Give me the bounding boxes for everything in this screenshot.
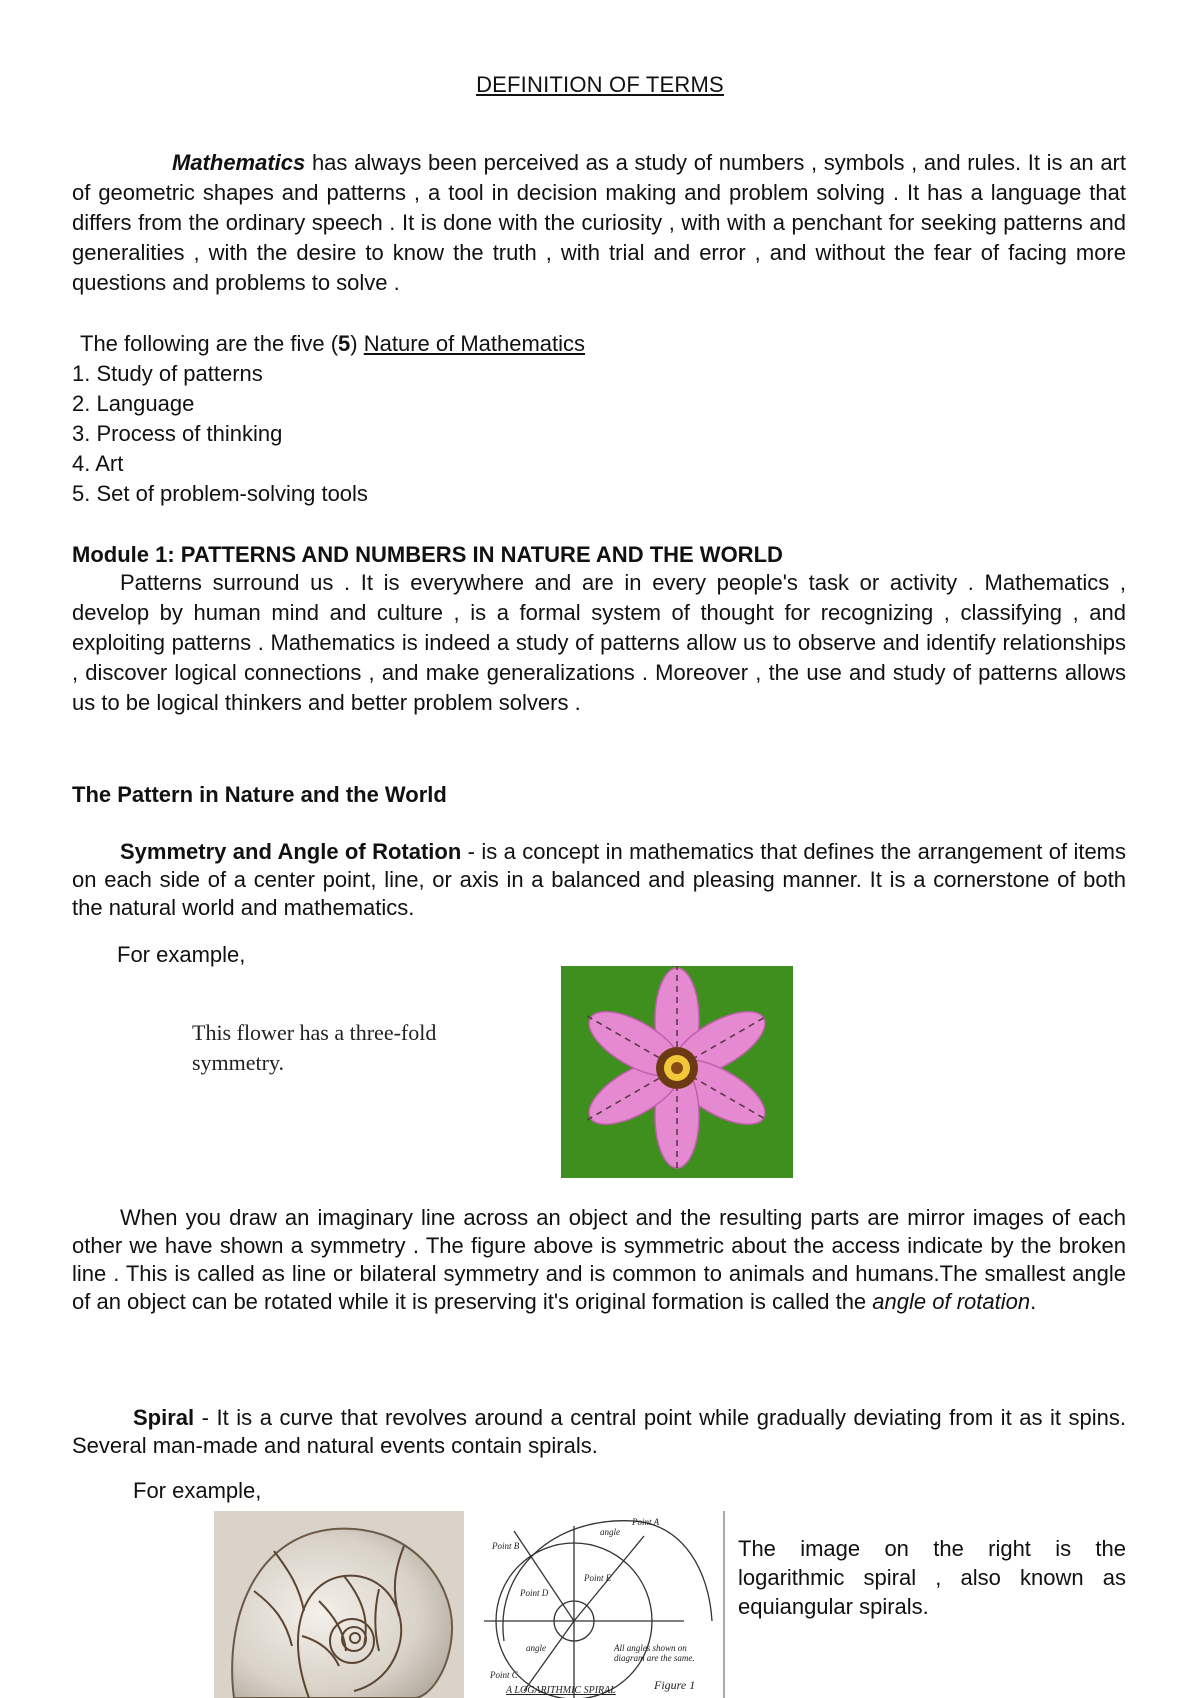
spiral-side-text: The image on the right is the logarithmic spiral , also known as equiangular spirals. [738,1536,1126,1619]
diagram-label: Point E [584,1573,612,1583]
module-text: Patterns surround us . It is everywhere and are in every people's task or activity . Mathematics , develop by human mind and culture , is a formal system of thought for recognizing , classifying , and exploiting patterns . Mathematics is indeed a study of patterns allow us to observe and identify relationships , discover logical connections , and make generalizations . Moreover , the use and study of patterns allows us to be logical thinkers and better problem solvers . [72,570,1126,715]
diagram-label: angle [600,1527,620,1537]
module-heading: Module 1: PATTERNS AND NUMBERS IN NATURE AND THE WORLD [72,542,783,567]
nature-close: ) [350,331,364,356]
list-item: 4. Art [72,451,124,476]
intro-term: Mathematics [172,150,306,175]
figure-label: Figure 1 [654,1678,696,1692]
nautilus-shell-image [214,1511,464,1698]
symmetry-text: - is a concept in mathematics that defines the arrangement of items on each side of a center point, line, or axis in a balanced and pleasing manner. It is a cornerstone of both the natural world and mathematics. [72,839,1127,920]
list-item: 2. Language [72,391,195,416]
nature-link: Nature of Mathematics [363,331,586,356]
module-paragraph [72,568,1126,718]
flower-caption [192,1018,436,1078]
diagram-note: diagram are the same. [614,1653,695,1663]
symmetry-term: Symmetry and Angle of Rotation [120,839,462,864]
symmetry-explanation-end: . [1030,1289,1037,1314]
spiral-text: - It is a curve that revolves around a central point while gradually deviating from it as it spins. Several man-made and natural events contain spirals. [72,1405,1126,1458]
list-item: 1. Study of patterns [72,361,263,386]
list-item: 3. Process of thinking [72,421,283,446]
diagram-label: Point B [492,1541,520,1551]
symmetry-explanation-text: When you draw an imaginary line across an object and the resulting parts are mirror images of each other we have shown a symmetry . The figure above is symmetric about the access indicate by the broken line . This is called as line or bilateral symmetry and is common to animals and humans.The smallest angle of an object can be rotated while it is preserving it's original formation is called the [72,1205,1126,1314]
diagram-caption: A LOGARITHMIC SPIRAL [506,1685,616,1696]
flower-caption-line2: symmetry. [192,1050,285,1075]
symmetry-example-label: For example, [117,942,246,967]
flower-caption-line1: This flower has a three-fold [192,1020,437,1045]
nature-count: 5 [338,331,351,356]
spiral-paragraph [72,1404,1126,1460]
nature-lead [80,329,585,359]
flower-image [561,966,793,1178]
intro-text: has always been perceived as a study of numbers , symbols , and rules. It is an art of geometric shapes and patterns , a tool in decision making and problem solving . It has a language that differs from the ordinary speech . It is done with the curiosity , with with a penchant for seeking patterns and generalities , with the desire to know the truth , with trial and error , and without the fear of facing more questions and problems to solve . [72,150,1126,295]
symmetry-explanation [72,1204,1126,1316]
diagram-label: Point D [520,1588,549,1598]
nature-lead-text: The following are the five ( [80,331,339,356]
spiral-example-label: For example, [133,1478,262,1503]
diagram-label: Point C [490,1670,518,1680]
spiral-term: Spiral [133,1405,195,1430]
angle-of-rotation-term: angle of rotation [872,1289,1031,1314]
logarithmic-spiral-diagram [484,1511,726,1698]
diagram-label: Point A [632,1517,660,1527]
list-item: 5. Set of problem-solving tools [72,481,368,506]
diagram-label: angle [526,1643,546,1653]
symmetry-paragraph [72,838,1126,922]
diagram-note: All angles shown on [614,1643,687,1653]
page-title: DEFINITION OF TERMS [476,72,724,97]
section-heading: The Pattern in Nature and the World [72,782,447,807]
intro-paragraph [72,148,1126,298]
